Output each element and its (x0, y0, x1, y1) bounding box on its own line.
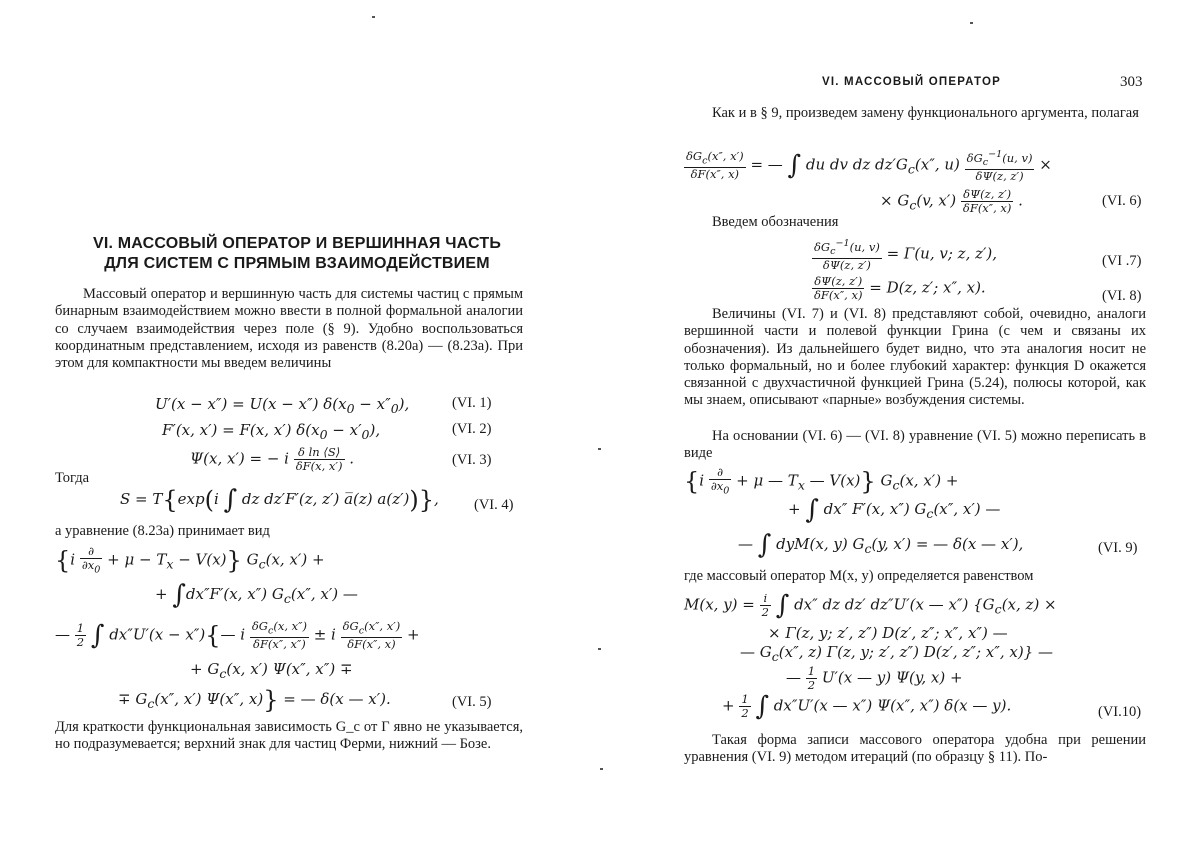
equation-vi-5-line-3: — $\frac{1}{2}$ ∫ dx″U′(x − x″){— i $\frac{\delta G_c(x, x'')}{\delta F(x'', x'')}$ ± i $\frac{\delta G_c(x'', x')}{\delta F(x'', x)}$ + (55, 619, 420, 652)
equation-vi-5-line-5: ∓ $G_c(x''$, x′) Ψ(x″, x)} = — δ(x — x′). (118, 686, 391, 714)
section-heading-line-1: VI. МАССОВЫЙ ОПЕРАТОР И ВЕРШИННАЯ ЧАСТЬ (92, 235, 502, 252)
equation-vi-7: $\frac{\delta G_c^{-1}(u, v)}{\delta\Psi(z, z')}$ = Γ(u, v; z, z′), (814, 238, 998, 273)
equation-vi-1: U′(x − x″) = U(x − x″) $\delta(x_0 - x''_0)$, (155, 395, 410, 416)
equation-vi-10-line-1: M(x, y) = $\frac{i}{2}$ ∫ dx″ dz dz′ dz″U′(x — x″) {$G_c(x$, z) × (684, 590, 1057, 621)
equation-number-vi-8: (VI. 8) (1102, 288, 1142, 304)
equation-number-vi-2: (VI. 2) (452, 421, 492, 437)
equation-number-vi-5: (VI. 5) (452, 694, 492, 710)
equation-intro-text: а уравнение (8.23а) принимает вид (55, 523, 270, 539)
scan-speck (372, 16, 375, 18)
equation-vi-8: $\frac{\delta\Psi(z, z')}{\delta F(x'', x)}$ = D(z, z′; x″, x). (814, 274, 986, 302)
equation-vi-9-line-1: {i $\frac{\partial}{\partial x_0}$ + μ — $T_x$ — V(x)} $G_c(x$, x′) + (684, 465, 959, 497)
equation-vi-2: F′(x, x′) = F(x, x′) $\delta(x_0 - x'_0)$, (162, 421, 381, 442)
equation-vi-5-line-4: + $G_c(x$, x′) Ψ(x″, x″) ∓ (190, 660, 353, 681)
equation-number-vi-1: (VI. 1) (452, 395, 492, 411)
notation-intro: Введем обозначения (712, 214, 839, 230)
scan-speck (598, 448, 601, 450)
right-closing-paragraph: Такая форма записи массового оператора удобна при решении уравнения (VI. 9) методом итераций (по образцу § 11). По- (684, 732, 1146, 766)
running-head: VI. МАССОВЫЙ ОПЕРАТОР (822, 76, 1001, 88)
scan-speck (600, 768, 603, 770)
equation-number-vi-6: (VI. 6) (1102, 193, 1142, 209)
equation-vi-3: Ψ(x, x′) = − i $\frac{\text{δ ln ⟨S⟩}}{\delta F(x, x')}$ . (190, 445, 355, 473)
equation-vi-6-line-1: $\frac{\delta G_c(x'', x')}{\delta F(x'', x)}$ = — ∫ du dv dz $dz'G_c(x''$, u) $\frac{\delta G_c^{-1}(u, v)}{\delta\Psi(z, z')}$ × (686, 148, 1052, 184)
equation-vi-10-line-4: — $\frac{1}{2}$ U′(x — y) Ψ(y, x) + (786, 664, 963, 692)
equation-vi-5-line-2: + ∫dx″F′(x, x″) $G_c(x''$, x′) — (155, 580, 358, 610)
scan-speck (598, 648, 601, 650)
equation-number-vi-10: (VI.10) (1098, 704, 1142, 720)
equation-number-vi-3: (VI. 3) (452, 452, 492, 468)
scan-speck (970, 22, 973, 24)
equation-vi-4: S = T{exp(i ∫ dz dz′F′(z, z′) a̅(z) a(z′))}, (120, 485, 439, 515)
equation-vi-9-line-2: + ∫ dx″ F′(x, x″) $G_c(x''$, x′) — (788, 495, 1001, 525)
equation-vi-6-line-2: × $G_c(v$, x′) $\frac{\delta\Psi(z, z')}{\delta F(x'', x)}$ . (880, 187, 1023, 215)
right-paragraph-1: Величины (VI. 7) и (VI. 8) представляют собой, очевидно, аналоги вершинной части и полевой функции Грина (с чем и связаны их обозначения). Из дальнейшего будет видно, что эта аналогия носит не только формальный, но и более глубокий характер: функция D окажется связанной с двухчастичной функцией Грина (5.24), полюсы которой, как мы знаем, описывают «парные» возбуждения системы. (684, 306, 1146, 409)
left-closing-paragraph: Для краткости функциональная зависимость G_c от Γ явно не указывается, но подразумевается; верхний знак для частиц Ферми, нижний — Бозе. (55, 719, 523, 753)
equation-vi-10-line-2: × Γ(z, y; z′, z″) D(z′, z″; x″, x″) — (768, 624, 1008, 642)
equation-number-vi-7: (VI .7) (1102, 253, 1142, 269)
mass-operator-intro: где массовый оператор M(x, y) определяется равенством (684, 568, 1034, 584)
right-paragraph-2: На основании (VI. 6) — (VI. 8) уравнение (VI. 5) можно переписать в виде (684, 428, 1146, 462)
left-intro-paragraph: Массовый оператор и вершинную часть для системы частиц с прямым бинарным взаимодействием можно ввести в полной формальной аналогии со случаем взаимодействия через поле (§ 9). Удобно воспользоваться координатным представлением, исходя из равенств (8.20а) — (8.23а). При этом для компактности мы введем величины (55, 286, 523, 372)
right-page (600, 0, 1200, 848)
right-intro-paragraph: Как и в § 9, произведем замену функционального аргумента, полагая (712, 105, 1139, 121)
equation-vi-10-line-5: + $\frac{1}{2}$ ∫ dx″U′(x — x″) Ψ(x″, x″) δ(x — y). (722, 691, 1012, 722)
equation-number-vi-4: (VI. 4) (474, 497, 514, 513)
section-heading (62, 234, 532, 274)
page-number: 303 (1120, 74, 1143, 90)
equation-vi-10-line-3: — $G_c(x''$, z) Γ(z, y; z′, z″) D(z′, z″; x″, x)} — (740, 643, 1053, 664)
equation-number-vi-9: (VI. 9) (1098, 540, 1138, 556)
word-togda: Тогда (55, 470, 90, 486)
equation-vi-5-line-1: {i $\frac{\partial}{\partial x_0}$ + $\mu - T_x - V(x)$} $G_c(x$, x′) + (55, 544, 325, 576)
section-heading-line-2: ДЛЯ СИСТЕМ С ПРЯМЫМ ВЗАИМОДЕЙСТВИЕМ (104, 255, 490, 272)
equation-vi-9-line-3: — ∫ dyM(x, y) $G_c(y$, x′) = — δ(x — x′), (738, 530, 1024, 560)
